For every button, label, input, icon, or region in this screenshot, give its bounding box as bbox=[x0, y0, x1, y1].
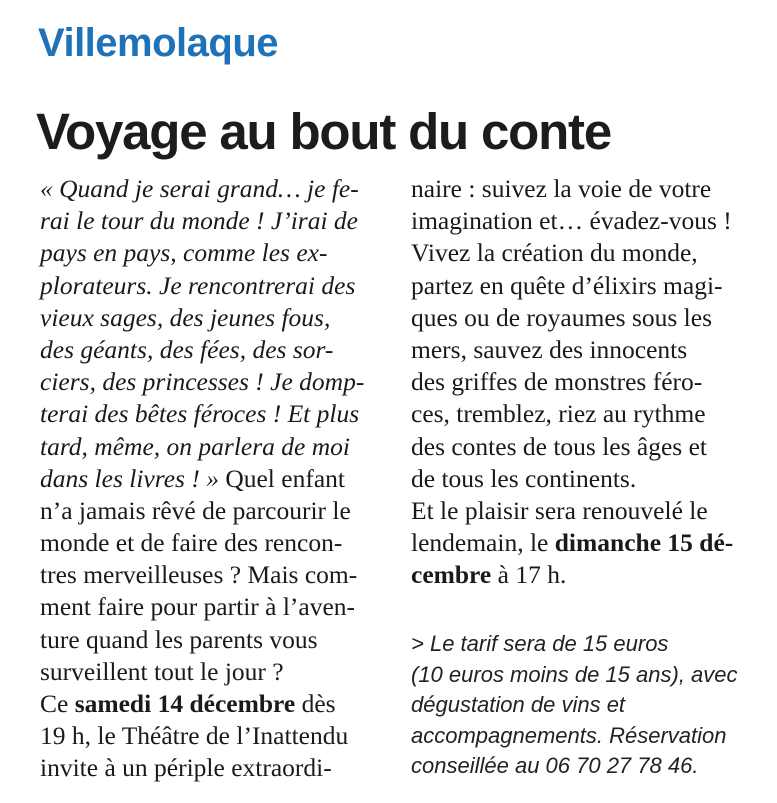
practical-info-box bbox=[411, 629, 738, 782]
text-line: ture quand les parents vous bbox=[40, 624, 318, 654]
text-line: surveillent tout le jour ? bbox=[40, 656, 284, 686]
event-date-sunday: dimanche 15 dé- bbox=[554, 528, 734, 558]
text-line: cembre à 17 h. bbox=[411, 560, 567, 590]
article-column-left bbox=[40, 173, 390, 785]
text-line: dans les livres ! » Quel enfant bbox=[40, 463, 345, 493]
section-kicker: Villemolaque bbox=[38, 21, 279, 65]
text-line: ment faire pour partir à l’aven- bbox=[40, 592, 356, 622]
text-line: 19 h, le Théâtre de l’Inattendu bbox=[40, 721, 349, 751]
text-line: partez en quête d’élixirs magi- bbox=[411, 270, 723, 300]
event-date-saturday: samedi 14 décembre bbox=[74, 689, 296, 718]
text-line: « Quand je serai grand… je fe- bbox=[40, 174, 359, 203]
text-line: ces, tremblez, riez au rythme bbox=[411, 399, 706, 429]
text-line: terai des bêtes féroces ! Et plus bbox=[40, 399, 360, 429]
text-line: Ce samedi 14 décembre dès bbox=[40, 689, 336, 718]
info-line: accompagnements. Réservation bbox=[411, 722, 727, 748]
text-line: naire : suivez la voie de votre bbox=[411, 174, 712, 203]
text-line: imagination et… évadez-vous ! bbox=[411, 206, 732, 236]
article-column-right bbox=[411, 173, 761, 591]
text-line: ques ou de royaumes sous les bbox=[411, 302, 712, 332]
text-line: plorateurs. Je rencontrerai des bbox=[40, 270, 356, 300]
info-line: > Le tarif sera de 15 euros bbox=[411, 631, 669, 656]
text-line: tres merveilleuses ? Mais com- bbox=[40, 560, 358, 590]
text-line: pays en pays, comme les ex- bbox=[40, 238, 328, 268]
text-line: lendemain, le dimanche 15 dé- bbox=[411, 528, 734, 558]
text-line: invite à un périple extraordi- bbox=[40, 753, 332, 783]
text-line: monde et de faire des rencon- bbox=[40, 528, 343, 558]
text-line: ciers, des princesses ! Je domp- bbox=[40, 367, 365, 397]
text-line: des contes de tous les âges et bbox=[411, 431, 708, 461]
text-line: Vivez la création du monde, bbox=[411, 238, 698, 268]
event-date-sunday-cont: cembre bbox=[411, 560, 492, 590]
info-line: dégustation de vins et bbox=[411, 692, 626, 718]
info-line: conseillée au 06 70 27 78 46. bbox=[411, 753, 699, 779]
text-line: Et le plaisir sera renouvelé le bbox=[411, 495, 708, 525]
text-line: tard, même, on parlera de moi bbox=[40, 431, 350, 461]
text-line: mers, sauvez des innocents bbox=[411, 334, 688, 364]
article-headline: Voyage au bout du conte bbox=[36, 103, 611, 160]
text-line: n’a jamais rêvé de parcourir le bbox=[40, 495, 351, 525]
text-line: rai le tour du monde ! J’irai de bbox=[40, 206, 358, 236]
text-line: des griffes de monstres féro- bbox=[411, 367, 703, 397]
info-line: (10 euros moins de 15 ans), avec bbox=[411, 661, 738, 687]
text-line: des géants, des fées, des sor- bbox=[40, 334, 334, 364]
text-line: vieux sages, des jeunes fous, bbox=[40, 302, 331, 332]
text-line: de tous les continents. bbox=[411, 463, 637, 493]
